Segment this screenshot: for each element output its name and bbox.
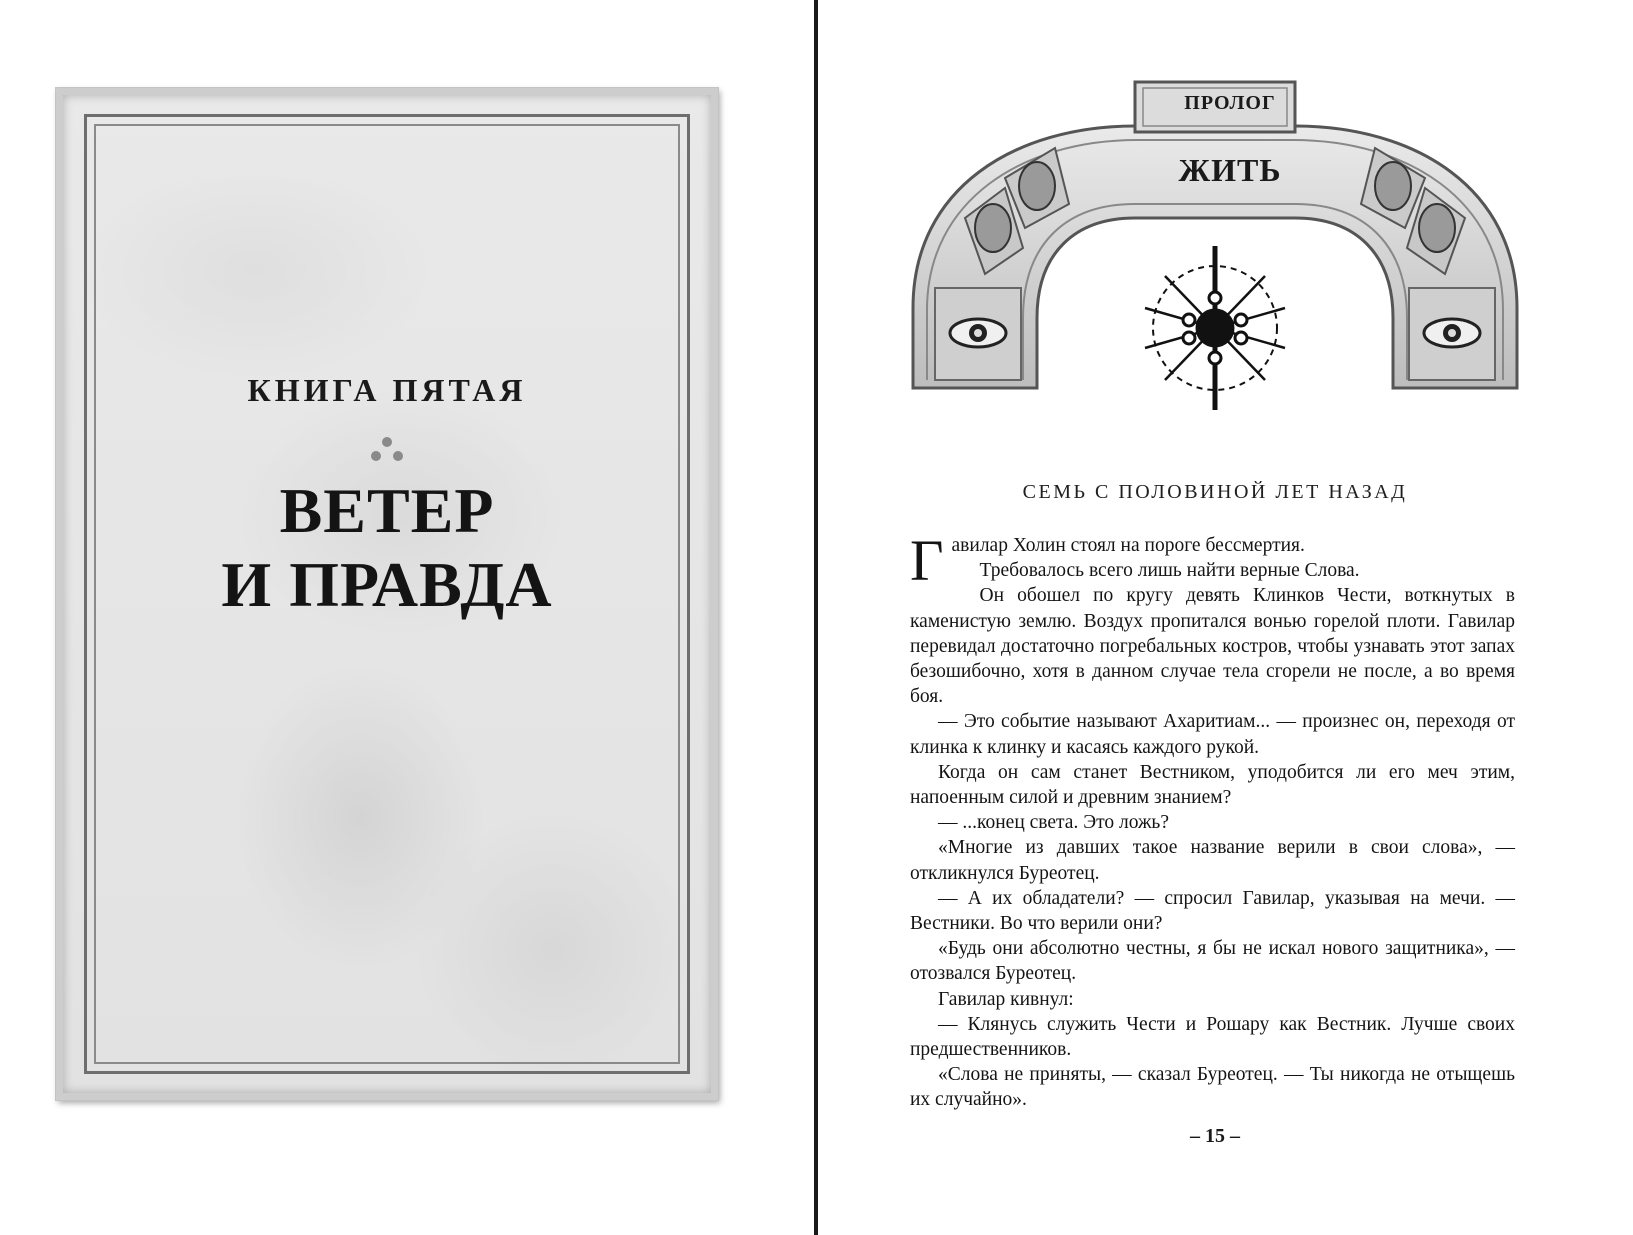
- book-number-label: КНИГА ПЯТАЯ: [247, 372, 527, 408]
- three-dots-ornament-icon: [356, 434, 418, 464]
- book-title-line-1: ВЕТЕР: [279, 475, 495, 546]
- book-title: [56, 474, 718, 622]
- book-spine: [814, 0, 818, 1235]
- paragraph: — Это событие называют Ахаритиам... — произнес он, переходя от клинка к клинку и касаясь каждого рукой.: [910, 711, 1515, 758]
- drop-cap: Г: [910, 528, 944, 593]
- paragraph: Когда он сам станет Вестником, уподобится ли его меч этим, напоенным силой и древним знанием?: [910, 761, 1515, 809]
- book-title-line-2: И ПРАВДА: [221, 549, 553, 620]
- chapter-label: ПРОЛОГ: [1184, 92, 1276, 114]
- paragraph: — Клянусь служить Чести и Рошару как Вестник. Лучше своих предшественников.: [910, 1013, 1515, 1061]
- stone-plaque: [56, 88, 718, 1100]
- chapter-subtitle: СЕМЬ С ПОЛОВИНОЙ ЛЕТ НАЗАД: [1022, 481, 1408, 503]
- paragraph: — ...конец света. Это ложь?: [938, 812, 1169, 834]
- page-number: – 15 –: [1190, 1125, 1240, 1147]
- paragraph: Гавилар Холин стоял на пороге бессмертия.: [910, 528, 1305, 593]
- paragraph: — А их обладатели? — спросил Гавилар, указывая на мечи. — Вестники. Во что верили они?: [910, 887, 1515, 935]
- paragraph: Он обошел по кругу девять Клинков Чести, воткнутых в каменистую землю. Воздух пропитался вонью горелой плоти. Гавилар перевидал достаточно погребальных костров, чтобы узнавать этот запах безошибочно, хотя в данном случае тела сгорели не после, а во время боя.: [910, 585, 1515, 708]
- body-text: [910, 528, 1515, 1113]
- paragraph: «Многие из давших такое название верили в свои слова», — откликнулся Буреотец.: [910, 837, 1515, 884]
- stone-arch-illustration: [905, 78, 1525, 428]
- chapter-title: ЖИТЬ: [1178, 152, 1282, 188]
- paragraph: Гавилар кивнул:: [938, 988, 1074, 1010]
- paragraph: Требовалось всего лишь найти верные Слова.: [979, 560, 1360, 582]
- paragraph: «Будь они абсолютно честны, я бы не искал нового защитника», — отозвался Буреотец.: [910, 938, 1515, 985]
- paragraph: «Слова не приняты, — сказал Буреотец. — Ты никогда не отыщешь их случайно».: [910, 1064, 1515, 1111]
